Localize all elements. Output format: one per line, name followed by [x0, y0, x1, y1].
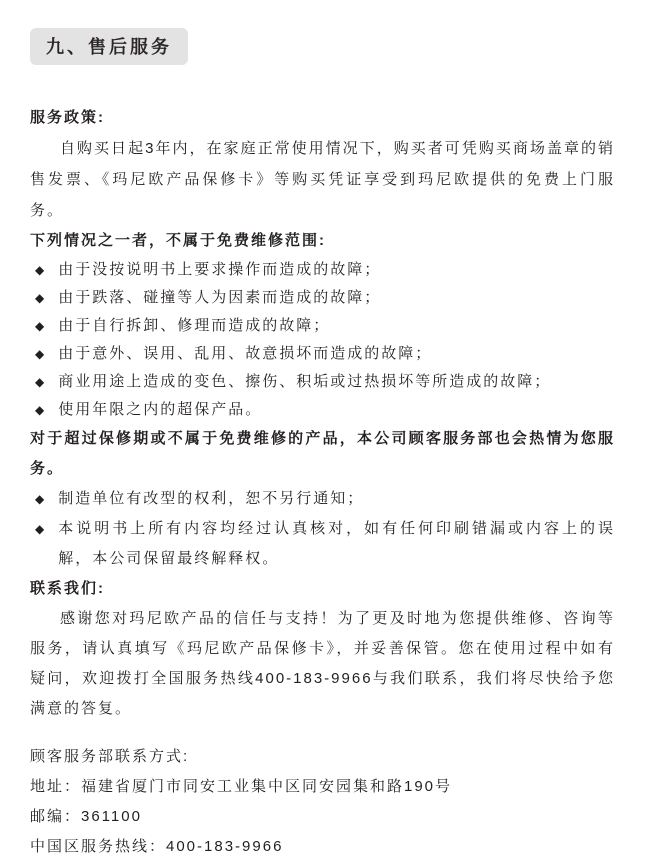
- contact-paragraph: 感谢您对玛尼欧产品的信任与支持！为了更及时地为您提供维修、咨询等服务，请认真填写《玛尼欧产品保修卡》，并妥善保管。您在使用过程中如有疑问，欢迎拨打全国服务热线400-183-9966与我们联系，我们将尽快给予您满意的答复。: [30, 610, 615, 717]
- exclusions-heading: 下列情况之一者，不属于免费维修范围:: [30, 232, 326, 249]
- exclusion-item-text: 由于没按说明书上要求操作而造成的故障；: [58, 261, 382, 278]
- policy-heading: 服务政策:: [30, 109, 105, 126]
- notices-list: [30, 484, 615, 574]
- warranty-note: 对于超过保修期或不属于免费维修的产品，本公司顾客服务部也会热情为您服务。: [30, 430, 615, 477]
- exclusion-list-item: [30, 256, 615, 284]
- diamond-bullet-icon: ◆: [35, 263, 47, 277]
- diamond-bullet-icon: ◆: [35, 291, 47, 305]
- policy-paragraph: 自购买日起3年内，在家庭正常使用情况下，购买者可凭购买商场盖章的销售发票、《玛尼欧产品保修卡》等购买凭证享受到玛尼欧提供的免费上门服务。: [30, 140, 615, 219]
- diamond-bullet-icon: ◆: [35, 347, 47, 361]
- exclusion-item-text: 由于自行拆卸、修理而造成的故障；: [58, 317, 331, 334]
- address-line: 地址：福建省厦门市同安工业集中区同安园集和路190号: [30, 778, 453, 795]
- notice-list-item: [30, 484, 615, 514]
- notice-item-text: 本说明书上所有内容均经过认真核对，如有任何印刷错漏或内容上的误解，本公司保留最终解释权。: [58, 520, 615, 567]
- exclusion-list-item: [30, 312, 615, 340]
- diamond-bullet-icon: ◆: [35, 403, 47, 417]
- exclusions-list: [30, 256, 615, 424]
- exclusion-list-item: [30, 396, 615, 424]
- exclusion-item-text: 由于意外、误用、乱用、故意损坏而造成的故障；: [58, 345, 433, 362]
- section-header-badge: 九、售后服务: [30, 28, 188, 65]
- notice-item-text: 制造单位有改型的权利，恕不另行通知；: [58, 490, 365, 507]
- diamond-bullet-icon: ◆: [35, 319, 47, 333]
- service-contact-heading: 顾客服务部联系方式:: [30, 748, 190, 765]
- service-contact-block: [30, 742, 615, 862]
- exclusion-list-item: [30, 284, 615, 312]
- exclusion-list-item: [30, 340, 615, 368]
- exclusion-item-text: 由于跌落、碰撞等人为因素而造成的故障；: [58, 289, 382, 306]
- exclusion-list-item: [30, 368, 615, 396]
- exclusion-item-text: 商业用途上造成的变色、擦伤、积垢或过热损坏等所造成的故障；: [58, 373, 552, 390]
- hotline-line: 中国区服务热线：400-183-9966: [30, 838, 284, 855]
- notice-list-item: [30, 514, 615, 574]
- diamond-bullet-icon: ◆: [35, 492, 47, 506]
- diamond-bullet-icon: ◆: [35, 375, 47, 389]
- postcode-line: 邮编：361100: [30, 808, 142, 825]
- contact-heading: 联系我们:: [30, 580, 105, 597]
- exclusion-item-text: 使用年限之内的超保产品。: [58, 401, 263, 418]
- diamond-bullet-icon: ◆: [35, 522, 47, 536]
